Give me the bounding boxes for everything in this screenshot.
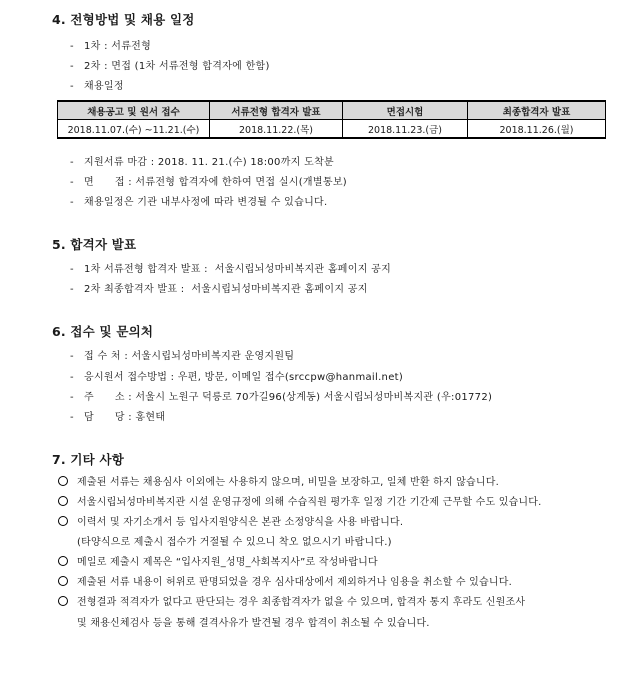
- section6-heading: 6. 접수 및 문의처: [52, 324, 154, 339]
- section4-note-3: - 채용일정은 기관 내부사정에 따라 변경될 수 있습니다.: [70, 197, 328, 208]
- schedule-cell: 2018.11.23.(금): [343, 120, 468, 139]
- section5-item-2: - 2차 최종합격자 발표 : 서울시립뇌성마비복지관 홈페이지 공지: [70, 284, 368, 295]
- section4-heading: 4. 전형방법 및 채용 일정: [52, 12, 195, 27]
- section6-item-2: - 응시원서 접수방법 : 우편, 방문, 이메일 접수(srccpw@hanmail.net): [70, 372, 404, 383]
- section4-note-2: - 면 접 : 서류전형 합격자에 한하여 면접 실시(개별통보): [70, 177, 347, 188]
- schedule-table: [57, 100, 606, 139]
- schedule-cell: 2018.11.26.(월): [468, 120, 606, 139]
- section6-item-3: - 주 소 : 서울시 노원구 덕릉로 70가길96(상계동) 서울시립뇌성마비복지관 (우:01772): [70, 392, 493, 403]
- schedule-cell: 2018.11.22.(목): [210, 120, 343, 139]
- section6-item-1: - 접 수 처 : 서울시립뇌성마비복지관 운영지원팀: [70, 351, 295, 362]
- schedule-table-row: [58, 120, 606, 139]
- section7-item-5: 제출된 서류 내용이 허위로 판명되었을 경우 심사대상에서 제외하거나 임용을 취소할 수 있습니다.: [58, 573, 512, 588]
- section7-item-2: 서울시립뇌성마비복지관 시설 운영규정에 의해 수습직원 평가후 일정 기간 기간제 근무할 수도 있습니다.: [58, 493, 542, 508]
- section7-item-3-continuation: (타양식으로 제출시 접수가 거절될 수 있으니 착오 없으시기 바랍니다.): [77, 537, 392, 548]
- section7-item-3: 이력서 및 자기소개서 등 입사지원양식은 본관 소정양식을 사용 바랍니다.: [58, 513, 403, 528]
- section7-item-1: 제출된 서류는 채용심사 이외에는 사용하지 않으며, 비밀을 보장하고, 일체 반환 하지 않습니다.: [58, 473, 499, 488]
- section7-item-6: 전형결과 적격자가 없다고 판단되는 경우 최종합격자가 없을 수 있으며, 합격자 통지 후라도 신원조사: [58, 593, 525, 608]
- circle-bullet-icon: [58, 596, 68, 606]
- circle-bullet-icon: [58, 556, 68, 566]
- section4-item-1: - 1차 : 서류전형: [70, 41, 152, 52]
- section4-item-2: - 2차 : 면접 (1차 서류전형 합격자에 한함): [70, 61, 270, 72]
- schedule-header-cell: 최종합격자 발표: [468, 101, 606, 120]
- schedule-header-cell: 채용공고 및 원서 접수: [58, 101, 210, 120]
- circle-bullet-icon: [58, 476, 68, 486]
- schedule-table-header-row: [58, 101, 606, 120]
- circle-bullet-icon: [58, 516, 68, 526]
- section4-note-1: - 지원서류 마감 : 2018. 11. 21.(수) 18:00까지 도착분: [70, 157, 334, 168]
- section7-item-4: 메일로 제출시 제목은 “입사지원_성명_사회복지사”로 작성바랍니다: [58, 553, 378, 568]
- section5-heading: 5. 합격자 발표: [52, 237, 137, 252]
- circle-bullet-icon: [58, 576, 68, 586]
- section6-item-4: - 담 당 : 홍현태: [70, 412, 166, 423]
- section7-heading: 7. 기타 사항: [52, 452, 125, 467]
- schedule-header-cell: 면접시험: [343, 101, 468, 120]
- circle-bullet-icon: [58, 496, 68, 506]
- schedule-cell: 2018.11.07.(수) ~11.21.(수): [58, 120, 210, 139]
- section7-item-6-continuation: 및 채용신체검사 등을 통해 결격사유가 발견될 경우 합격이 취소될 수 있습니다.: [77, 618, 430, 629]
- schedule-header-cell: 서류전형 합격자 발표: [210, 101, 343, 120]
- section5-item-1: - 1차 서류전형 합격자 발표 : 서울시립뇌성마비복지관 홈페이지 공지: [70, 264, 392, 275]
- section4-item-3: - 채용일정: [70, 81, 124, 92]
